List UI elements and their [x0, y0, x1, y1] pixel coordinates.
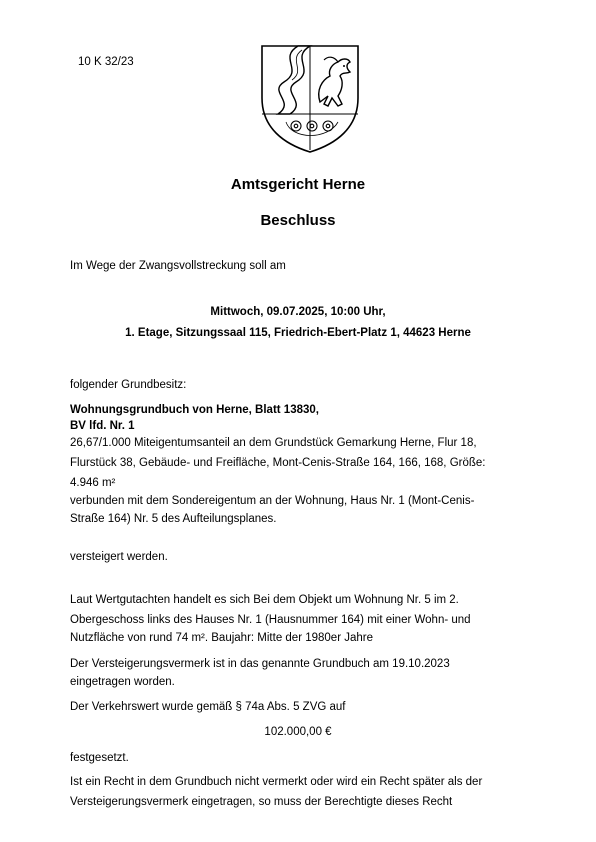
court-name: Amtsgericht Herne	[230, 176, 366, 193]
auction-date: Mittwoch, 09.07.2025, 10:00 Uhr,	[210, 306, 386, 318]
document-title: Beschluss	[260, 212, 336, 229]
inventory-number: BV lfd. Nr. 1	[70, 420, 135, 432]
nrw-coat-of-arms-icon	[258, 40, 362, 154]
property-description-line: Straße 164) Nr. 5 des Aufteilungsplanes.	[70, 513, 277, 525]
property-description-line: Flurstück 38, Gebäude- und Freifläche, Mont-Cenis-Straße 164, 166, 168, Größe:	[70, 457, 486, 469]
auction-notice-line: eingetragen worden.	[70, 676, 175, 688]
fixed-statement: festgesetzt.	[70, 752, 129, 764]
appraisal-line: Obergeschoss links des Hauses Nr. 1 (Hausnummer 164) mit einer Wohn- und	[70, 614, 471, 626]
intro-text: Im Wege der Zwangsvollstreckung soll am	[70, 260, 286, 272]
property-label: folgender Grundbesitz:	[70, 379, 187, 391]
auction-location: 1. Etage, Sitzungssaal 115, Friedrich-Ebert-Platz 1, 44623 Herne	[125, 327, 471, 339]
market-value-intro: Der Verkehrswert wurde gemäß § 74a Abs. 5 ZVG auf	[70, 701, 346, 713]
appraisal-line: Laut Wertgutachten handelt es sich Bei dem Objekt um Wohnung Nr. 5 im 2.	[70, 594, 459, 606]
rights-notice-line: Versteigerungsvermerk eingetragen, so muss der Berechtigte dieses Recht	[70, 796, 453, 808]
property-description-line: 26,67/1.000 Miteigentumsanteil an dem Grundstück Gemarkung Herne, Flur 18,	[70, 437, 477, 449]
land-register-heading: Wohnungsgrundbuch von Herne, Blatt 13830,	[70, 404, 319, 416]
auction-statement: versteigert werden.	[70, 551, 168, 563]
case-number: 10 K 32/23	[78, 56, 134, 68]
property-description-line: verbunden mit dem Sondereigentum an der Wohnung, Haus Nr. 1 (Mont-Cenis-	[70, 495, 475, 507]
appraisal-line: Nutzfläche von rund 74 m². Baujahr: Mitte der 1980er Jahre	[70, 632, 373, 644]
rights-notice-line: Ist ein Recht in dem Grundbuch nicht vermerkt oder wird ein Recht später als der	[70, 776, 483, 788]
auction-notice-line: Der Versteigerungsvermerk ist in das genannte Grundbuch am 19.10.2023	[70, 658, 450, 670]
market-value: 102.000,00 €	[264, 726, 332, 738]
property-description-line: 4.946 m²	[70, 477, 116, 489]
